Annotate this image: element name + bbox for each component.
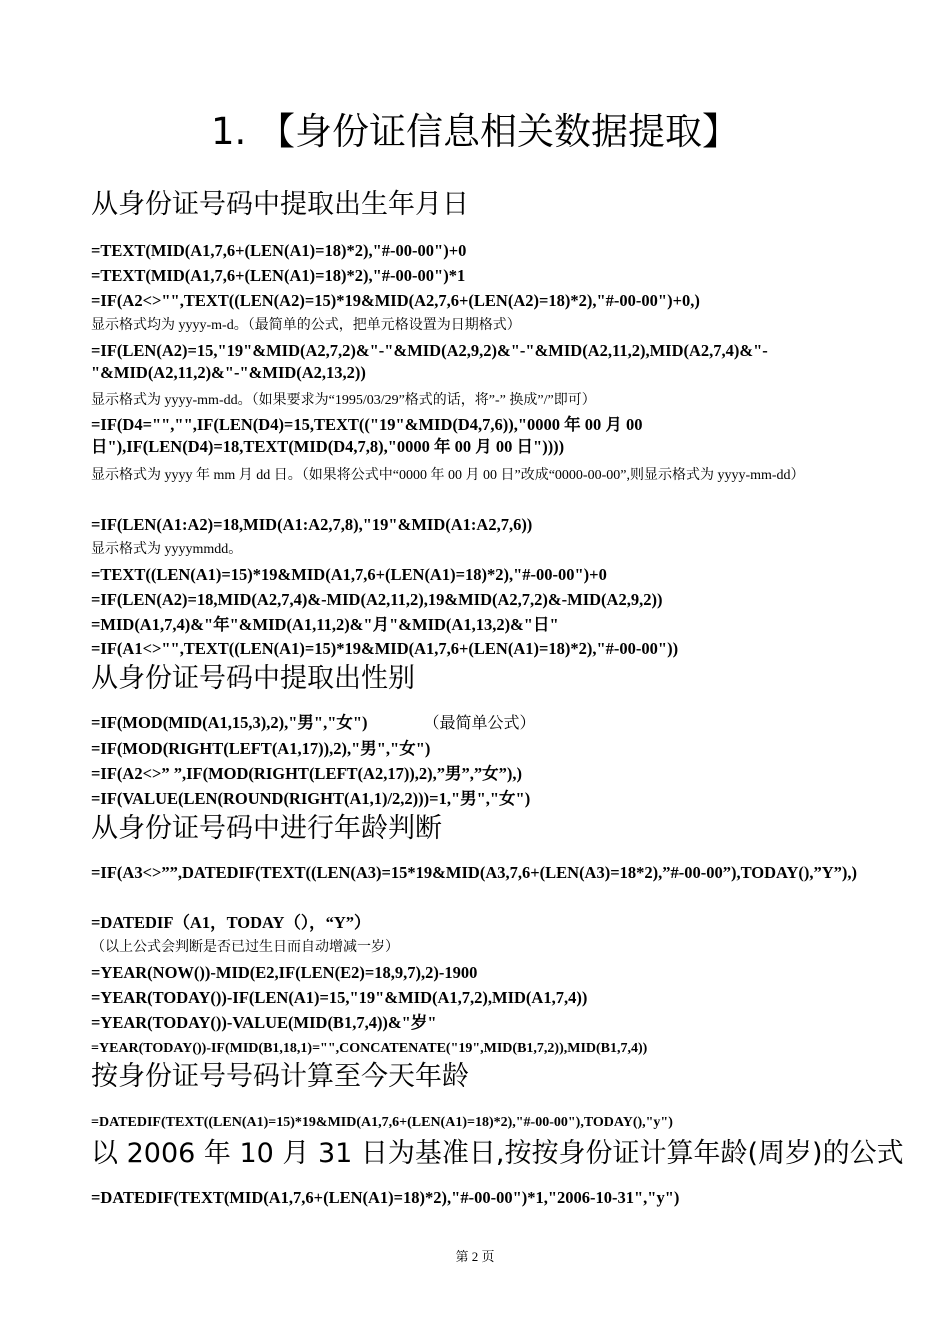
formula-line: =IF(MOD(RIGHT(LEFT(A1,17)),2),"男","女") <box>91 739 431 758</box>
formula-line: =YEAR(TODAY())-IF(LEN(A1)=15,"19"&MID(A1,7,2),MID(A1,7,4)) <box>91 988 588 1007</box>
formula-line: =IF(LEN(A1:A2)=18,MID(A1:A2,7,8),"19"&MID(A1:A2,7,6)) <box>91 515 533 534</box>
formula-line: =TEXT(MID(A1,7,6+(LEN(A1)=18)*2),"#-00-00")+0 <box>91 241 467 260</box>
formula-line: =MID(A1,7,4)&"年"&MID(A1,11,2)&"月"&MID(A1,13,2)&"日" <box>91 615 559 634</box>
formula-line: =IF(D4="","",IF(LEN(D4)=15,TEXT(("19"&MID(D4,7,6)),"0000 年 00 月 00 日"),IF(LEN(D4)=18,TEXT(MID(D4,7,8),"0000 年 00 月 00 日")))) <box>91 415 643 456</box>
formula-line: =YEAR(TODAY())-VALUE(MID(B1,7,4))&"岁" <box>91 1013 437 1032</box>
formula-line: =IF(A3<>””,DATEDIF(TEXT((LEN(A3)=15*19&MID(A3,7,6+(LEN(A3)=18*2),”#-00-00”),TODAY(),”Y”),) <box>91 863 858 882</box>
section-heading-age: 从身份证号码中进行年龄判断 <box>91 813 442 844</box>
formula-line: =TEXT(MID(A1,7,6+(LEN(A1)=18)*2),"#-00-00")*1 <box>91 266 466 285</box>
formula-line: =DATEDIF（A1，TODAY（），“Y”） <box>91 913 371 932</box>
format-note: 显示格式为 yyyymmdd。 <box>91 542 243 557</box>
page-number: 第 2 页 <box>455 1249 495 1264</box>
format-note: （以上公式会判断是否已过生日而自动增减一岁） <box>91 940 399 955</box>
formula-line: =YEAR(NOW())-MID(E2,IF(LEN(E2)=18,9,7),2)-1900 <box>91 963 478 982</box>
formula-line: =DATEDIF(TEXT(MID(A1,7,6+(LEN(A1)=18)*2),"#-00-00")*1,"2006-10-31","y") <box>91 1188 680 1207</box>
formula-text: =IF(MOD(MID(A1,15,3),2),"男","女") <box>91 713 368 732</box>
formula-remark: （最简单公式） <box>423 715 536 732</box>
section-heading-gender: 从身份证号码中提取出性别 <box>91 663 415 694</box>
section-heading-birth-date: 从身份证号码中提取出生年月日 <box>91 189 469 220</box>
section-heading-base-date: 以 2006 年 10 月 31 日为基准日,按按身份证计算年龄(周岁)的公式 <box>91 1138 904 1169</box>
format-note: 显示格式为 yyyy 年 mm 月 dd 日。（如果将公式中“0000 年 00 月 00 日”改成“0000-00-00”,则显示格式为 yyyy-mm-dd） <box>91 468 805 483</box>
section-heading-age-today: 按身份证号号码计算至今天年龄 <box>91 1061 469 1092</box>
formula-line: =IF(A2<>"",TEXT((LEN(A2)=15)*19&MID(A2,7,6+(LEN(A2)=18)*2),"#-00-00")+0,) <box>91 291 700 310</box>
format-note: 显示格式均为 yyyy-m-d。（最简单的公式，把单元格设置为日期格式） <box>91 318 521 333</box>
formula-line: =DATEDIF(TEXT((LEN(A1)=15)*19&MID(A1,7,6+(LEN(A1)=18)*2),"#-00-00"),TODAY(),"y") <box>91 1115 673 1130</box>
formula-line <box>91 712 536 735</box>
format-note: 显示格式为 yyyy-mm-dd。（如果要求为“1995/03/29”格式的话，将”-” 换成”/”即可） <box>91 393 596 408</box>
formula-line: =TEXT((LEN(A1)=15)*19&MID(A1,7,6+(LEN(A1)=18)*2),"#-00-00")+0 <box>91 565 607 584</box>
formula-line: =YEAR(TODAY())-IF(MID(B1,18,1)="",CONCATENATE("19",MID(B1,7,2)),MID(B1,7,4)) <box>91 1041 648 1056</box>
page-title: 1. 【身份证信息相关数据提取】 <box>210 110 740 153</box>
formula-line: =IF(A1<>"",TEXT((LEN(A1)=15)*19&MID(A1,7,6+(LEN(A1)=18)*2),"#-00-00")) <box>91 639 679 658</box>
formula-line: =IF(LEN(A2)=15,"19"&MID(A2,7,2)&"-"&MID(A2,9,2)&"-"&MID(A2,11,2),MID(A2,7,4)&"-"&MID(A2,11,2)&"-"&MID(A2,13,2)) <box>91 341 768 382</box>
formula-line: =IF(A2<>” ”,IF(MOD(RIGHT(LEFT(A2,17)),2),”男”,”女”),) <box>91 764 523 783</box>
formula-line: =IF(LEN(A2)=18,MID(A2,7,4)&-MID(A2,11,2),19&MID(A2,7,2)&-MID(A2,9,2)) <box>91 590 663 609</box>
formula-line: =IF(VALUE(LEN(ROUND(RIGHT(A1,1)/2,2)))=1,"男","女") <box>91 789 531 808</box>
